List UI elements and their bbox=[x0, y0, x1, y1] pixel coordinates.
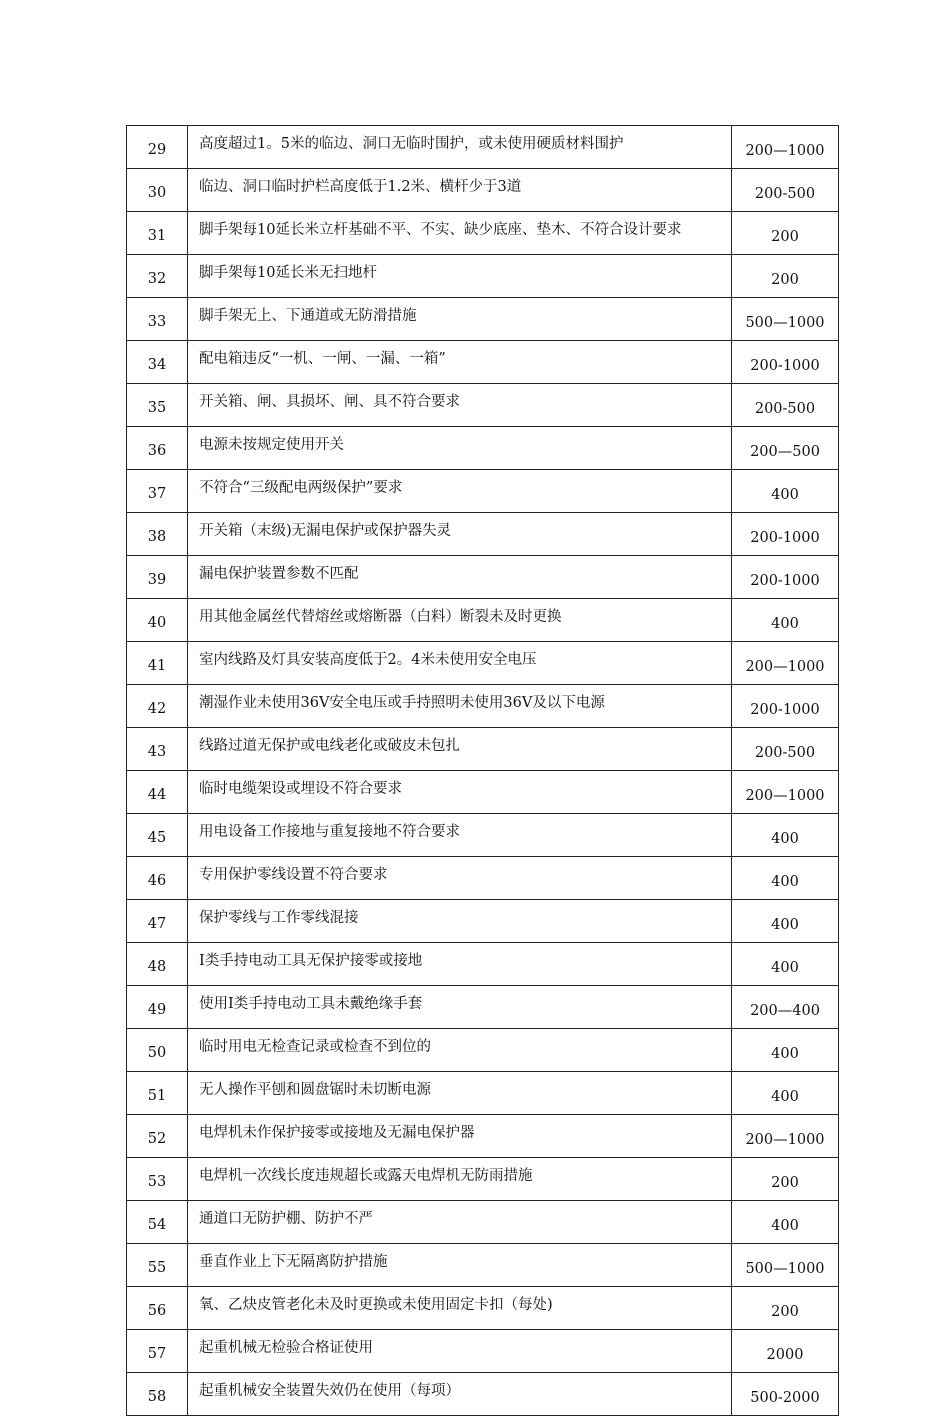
violation-description: 电焊机一次线长度违规超长或露天电焊机无防雨措施 bbox=[188, 1158, 732, 1201]
row-number: 57 bbox=[127, 1330, 188, 1373]
violation-description: 漏电保护装置参数不匹配 bbox=[188, 556, 732, 599]
fine-amount: 400 bbox=[732, 1201, 839, 1244]
row-number: 58 bbox=[127, 1373, 188, 1416]
fine-amount: 400 bbox=[732, 943, 839, 986]
fine-amount: 200 bbox=[732, 255, 839, 298]
table-row bbox=[127, 1287, 839, 1330]
fine-amount: 200—1000 bbox=[732, 771, 839, 814]
fine-amount: 200 bbox=[732, 212, 839, 255]
fine-amount: 200-1000 bbox=[732, 685, 839, 728]
fine-amount: 400 bbox=[732, 1029, 839, 1072]
violation-description: 线路过道无保护或电线老化或破皮未包扎 bbox=[188, 728, 732, 771]
table-row bbox=[127, 943, 839, 986]
fine-amount: 200—1000 bbox=[732, 126, 839, 169]
violation-description: 室内线路及灯具安装高度低于2。4米未使用安全电压 bbox=[188, 642, 732, 685]
violation-description: 临时用电无检查记录或检查不到位的 bbox=[188, 1029, 732, 1072]
table-row bbox=[127, 556, 839, 599]
table-row bbox=[127, 212, 839, 255]
row-number: 42 bbox=[127, 685, 188, 728]
row-number: 37 bbox=[127, 470, 188, 513]
fine-amount: 2000 bbox=[732, 1330, 839, 1373]
row-number: 36 bbox=[127, 427, 188, 470]
row-number: 39 bbox=[127, 556, 188, 599]
table-row bbox=[127, 341, 839, 384]
table-row bbox=[127, 685, 839, 728]
table-row bbox=[127, 1201, 839, 1244]
table-row bbox=[127, 470, 839, 513]
violation-description: 配电箱违反“一机、一闸、一漏、一箱” bbox=[188, 341, 732, 384]
violation-description: 通道口无防护棚、防护不严 bbox=[188, 1201, 732, 1244]
row-number: 44 bbox=[127, 771, 188, 814]
table-row bbox=[127, 169, 839, 212]
violation-description: 高度超过1。5米的临边、洞口无临时围护，或未使用硬质材料围护 bbox=[188, 126, 732, 169]
table-row bbox=[127, 1373, 839, 1416]
violation-description: 使用Ⅰ类手持电动工具未戴绝缘手套 bbox=[188, 986, 732, 1029]
violation-description: 垂直作业上下无隔离防护措施 bbox=[188, 1244, 732, 1287]
violation-description: 保护零线与工作零线混接 bbox=[188, 900, 732, 943]
violation-description: 用其他金属丝代替熔丝或熔断器（白料）断裂未及时更换 bbox=[188, 599, 732, 642]
table-row bbox=[127, 427, 839, 470]
table-row bbox=[127, 255, 839, 298]
fine-amount: 200—500 bbox=[732, 427, 839, 470]
fine-amount: 400 bbox=[732, 814, 839, 857]
fine-amount: 200 bbox=[732, 1158, 839, 1201]
fine-amount: 200-1000 bbox=[732, 341, 839, 384]
table-row bbox=[127, 384, 839, 427]
fine-amount: 200-1000 bbox=[732, 556, 839, 599]
violation-description: 电源未按规定使用开关 bbox=[188, 427, 732, 470]
fine-amount: 400 bbox=[732, 470, 839, 513]
row-number: 54 bbox=[127, 1201, 188, 1244]
row-number: 29 bbox=[127, 126, 188, 169]
violation-description: 潮湿作业未使用36V安全电压或手持照明未使用36V及以下电源 bbox=[188, 685, 732, 728]
row-number: 51 bbox=[127, 1072, 188, 1115]
fine-amount: 200 bbox=[732, 1287, 839, 1330]
fine-amount: 200-500 bbox=[732, 384, 839, 427]
violation-description: 临时电缆架设或埋设不符合要求 bbox=[188, 771, 732, 814]
table-row bbox=[127, 1330, 839, 1373]
fine-amount: 400 bbox=[732, 857, 839, 900]
row-number: 43 bbox=[127, 728, 188, 771]
violation-description: 脚手架每10延长米无扫地杆 bbox=[188, 255, 732, 298]
table-row bbox=[127, 126, 839, 169]
row-number: 53 bbox=[127, 1158, 188, 1201]
table-row bbox=[127, 1115, 839, 1158]
row-number: 49 bbox=[127, 986, 188, 1029]
row-number: 35 bbox=[127, 384, 188, 427]
violation-description: 无人操作平刨和圆盘锯时未切断电源 bbox=[188, 1072, 732, 1115]
row-number: 47 bbox=[127, 900, 188, 943]
row-number: 40 bbox=[127, 599, 188, 642]
table-row bbox=[127, 1072, 839, 1115]
table-row bbox=[127, 857, 839, 900]
violation-description: 电焊机未作保护接零或接地及无漏电保护器 bbox=[188, 1115, 732, 1158]
table-row bbox=[127, 1158, 839, 1201]
table-row bbox=[127, 986, 839, 1029]
violation-description: 用电设备工作接地与重复接地不符合要求 bbox=[188, 814, 732, 857]
fine-amount: 400 bbox=[732, 1072, 839, 1115]
row-number: 48 bbox=[127, 943, 188, 986]
violation-description: 专用保护零线设置不符合要求 bbox=[188, 857, 732, 900]
row-number: 45 bbox=[127, 814, 188, 857]
fine-amount: 200-500 bbox=[732, 728, 839, 771]
fine-amount: 200—400 bbox=[732, 986, 839, 1029]
row-number: 34 bbox=[127, 341, 188, 384]
violation-description: 起重机械安全装置失效仍在使用（每项） bbox=[188, 1373, 732, 1416]
penalty-table bbox=[126, 125, 839, 1416]
row-number: 33 bbox=[127, 298, 188, 341]
violation-description: 脚手架无上、下通道或无防滑措施 bbox=[188, 298, 732, 341]
violation-description: 开关箱（末级)无漏电保护或保护器失灵 bbox=[188, 513, 732, 556]
violation-description: 脚手架每10延长米立杆基础不平、不实、缺少底座、垫木、不符合设计要求 bbox=[188, 212, 732, 255]
fine-amount: 200-500 bbox=[732, 169, 839, 212]
table-row bbox=[127, 771, 839, 814]
row-number: 56 bbox=[127, 1287, 188, 1330]
fine-amount: 500—1000 bbox=[732, 298, 839, 341]
row-number: 38 bbox=[127, 513, 188, 556]
row-number: 32 bbox=[127, 255, 188, 298]
fine-amount: 200—1000 bbox=[732, 1115, 839, 1158]
violation-description: 不符合“三级配电两级保护”要求 bbox=[188, 470, 732, 513]
table-row bbox=[127, 814, 839, 857]
table-row bbox=[127, 298, 839, 341]
table-row bbox=[127, 1244, 839, 1287]
table-row bbox=[127, 1029, 839, 1072]
violation-description: 临边、洞口临时护栏高度低于1.2米、横杆少于3道 bbox=[188, 169, 732, 212]
violation-description: 开关箱、闸、具损坏、闸、具不符合要求 bbox=[188, 384, 732, 427]
table-row bbox=[127, 642, 839, 685]
violation-description: 氧、乙炔皮管老化未及时更换或未使用固定卡扣（每处) bbox=[188, 1287, 732, 1330]
fine-amount: 400 bbox=[732, 900, 839, 943]
table-row bbox=[127, 513, 839, 556]
violation-description: 起重机械无检验合格证使用 bbox=[188, 1330, 732, 1373]
row-number: 41 bbox=[127, 642, 188, 685]
fine-amount: 500—1000 bbox=[732, 1244, 839, 1287]
row-number: 50 bbox=[127, 1029, 188, 1072]
row-number: 46 bbox=[127, 857, 188, 900]
fine-amount: 200—1000 bbox=[732, 642, 839, 685]
row-number: 55 bbox=[127, 1244, 188, 1287]
penalty-table-body bbox=[127, 126, 839, 1416]
row-number: 30 bbox=[127, 169, 188, 212]
row-number: 52 bbox=[127, 1115, 188, 1158]
table-row bbox=[127, 728, 839, 771]
fine-amount: 500-2000 bbox=[732, 1373, 839, 1416]
fine-amount: 200-1000 bbox=[732, 513, 839, 556]
table-row bbox=[127, 599, 839, 642]
row-number: 31 bbox=[127, 212, 188, 255]
table-row bbox=[127, 900, 839, 943]
fine-amount: 400 bbox=[732, 599, 839, 642]
violation-description: Ⅰ类手持电动工具无保护接零或接地 bbox=[188, 943, 732, 986]
